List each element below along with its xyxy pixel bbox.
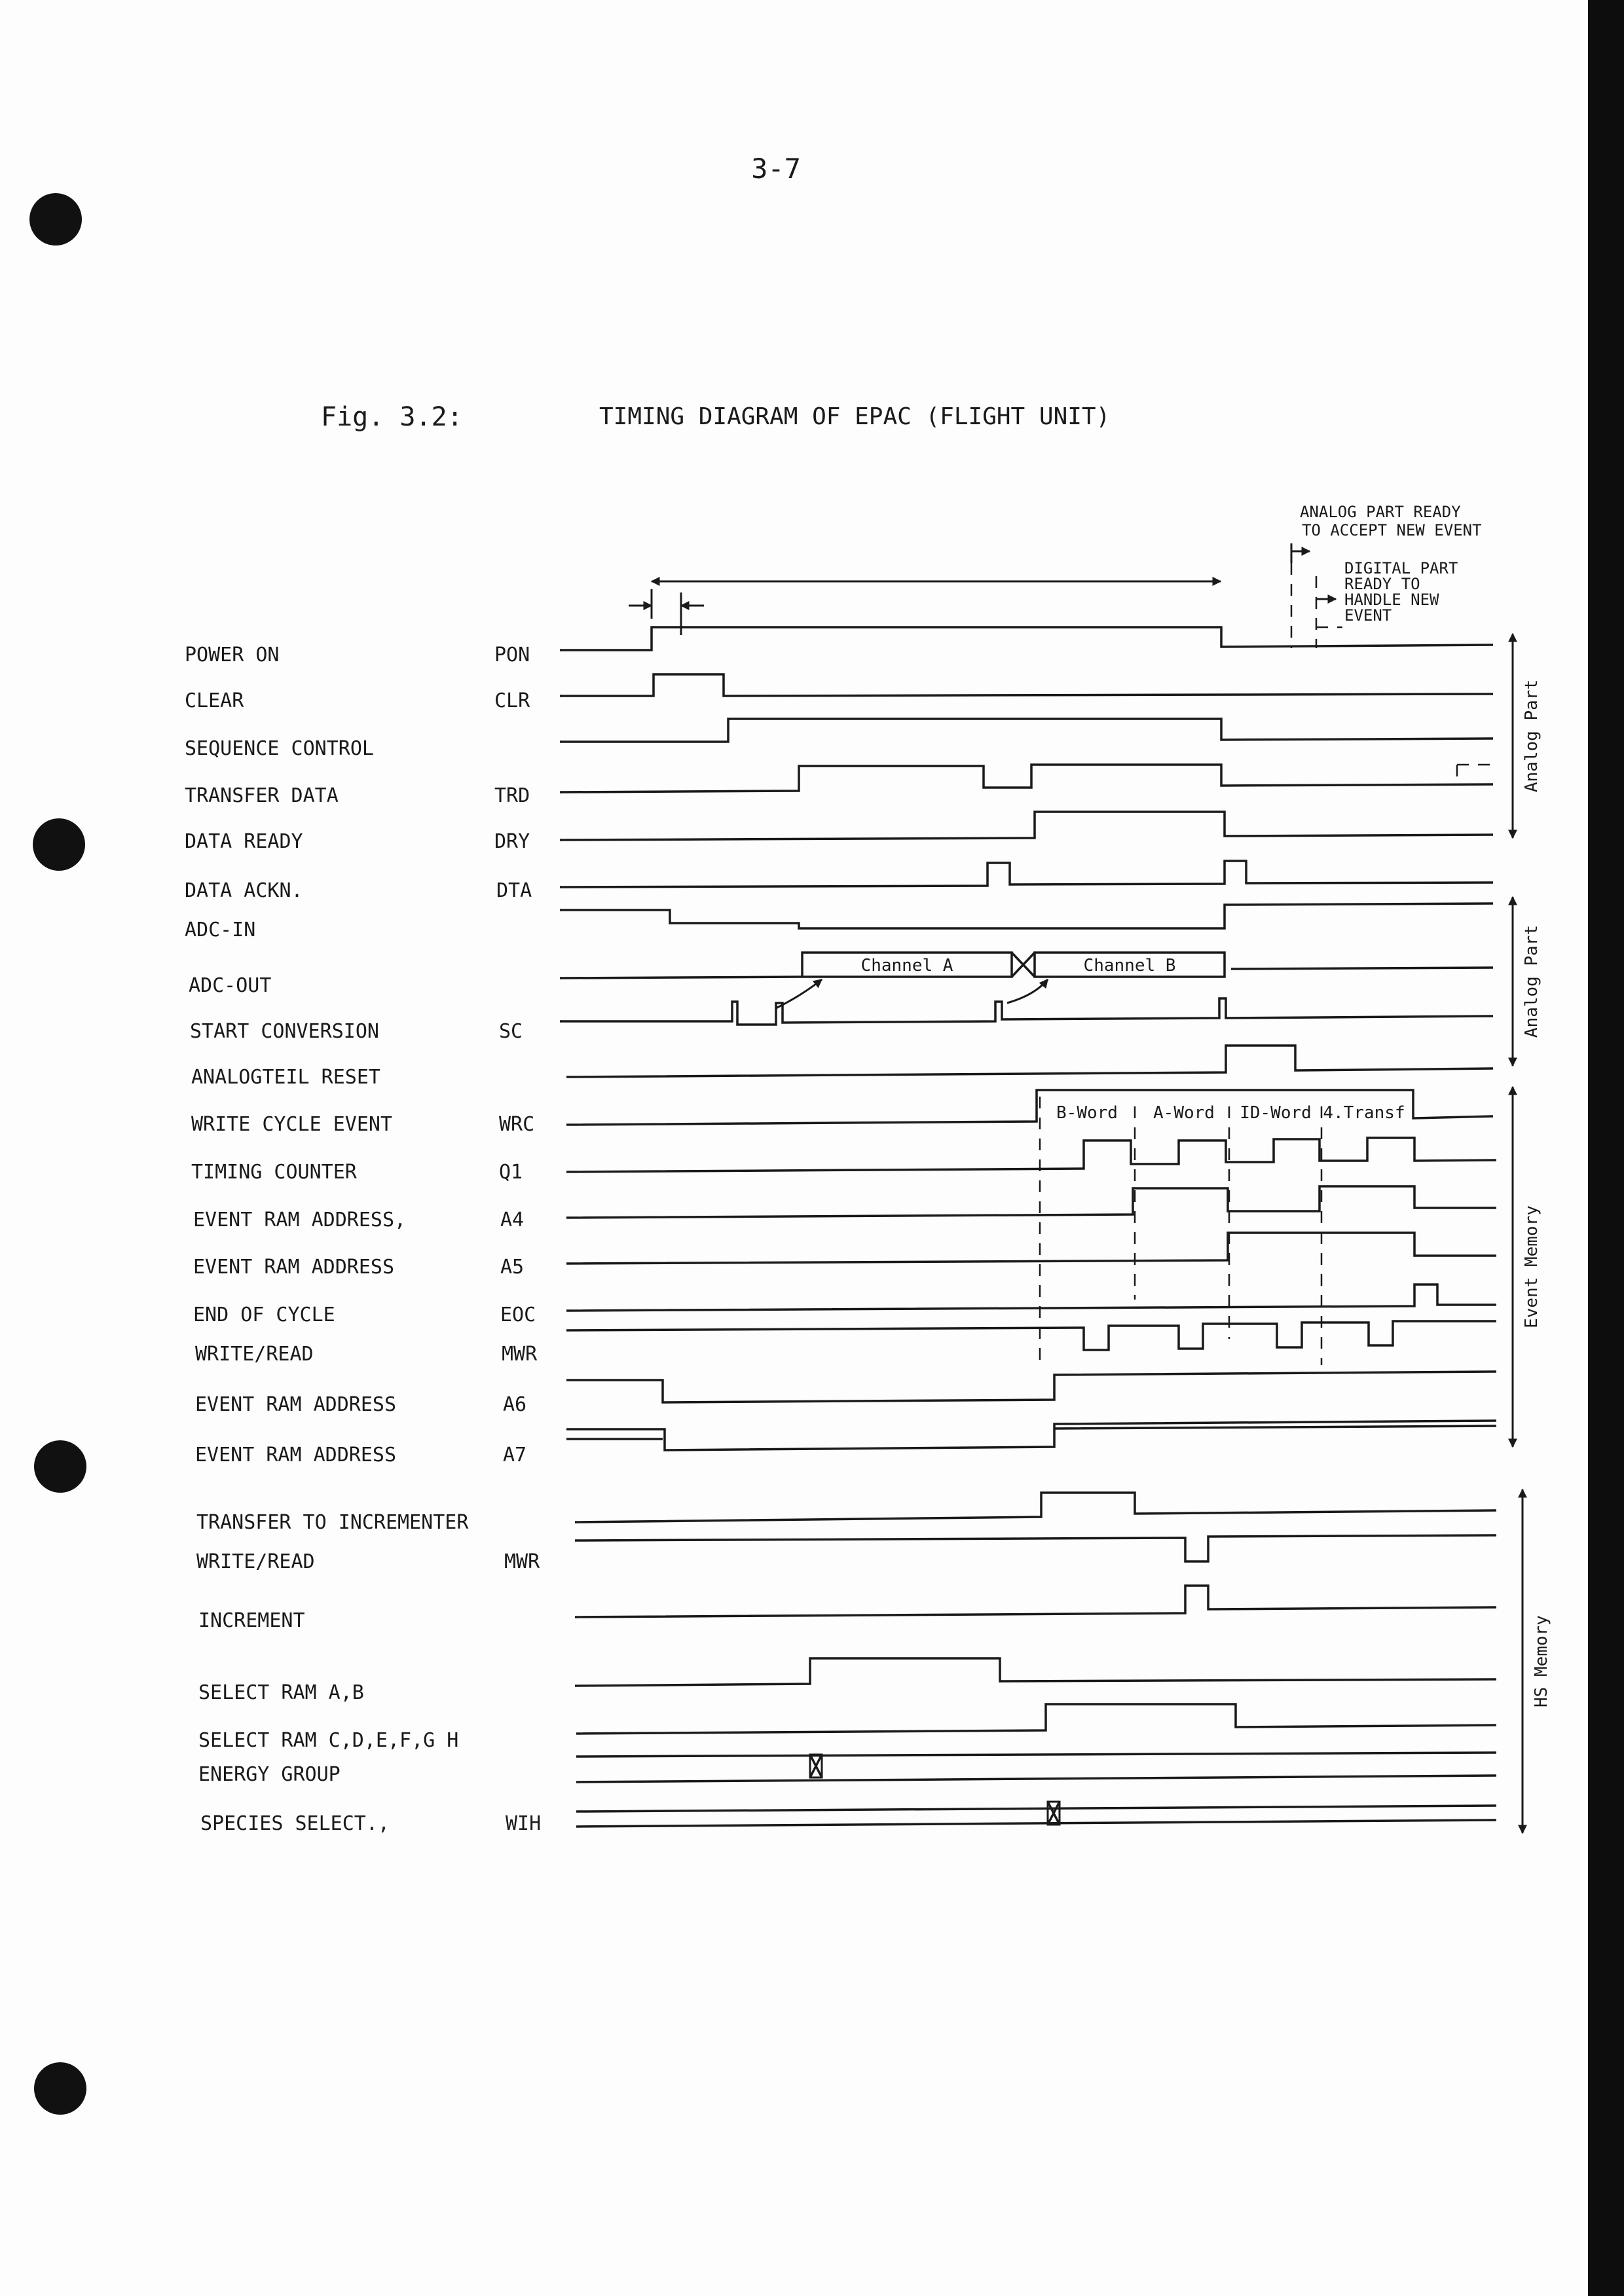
write-phase-label: ID-Word (1240, 1103, 1312, 1123)
signal-name: ENERGY GROUP (198, 1763, 341, 1786)
digital-ready-note-1: DIGITAL PART (1344, 559, 1458, 577)
signal-symbol: CLR (494, 689, 530, 712)
signal-symbol: PON (494, 644, 530, 666)
signal-waveform (566, 1285, 1496, 1311)
signal-symbol: DRY (494, 830, 530, 853)
signal-waveform (566, 1372, 1496, 1402)
group-label: HS Memory (1532, 1615, 1551, 1707)
signal-labels (185, 644, 541, 1835)
signal-symbol: SC (499, 1020, 523, 1043)
signal-symbol: MWR (504, 1550, 540, 1573)
signal-name: DATA READY (185, 830, 303, 853)
timing-arrow (776, 979, 822, 1008)
signal-name: EVENT RAM ADDRESS (195, 1444, 397, 1467)
signal-waveform (560, 627, 1493, 650)
signal-waveform (560, 765, 1493, 792)
signal-name: ADC-OUT (189, 974, 272, 997)
bus-cross-marker (810, 1755, 822, 1777)
signal-waveform (560, 812, 1493, 840)
analog-ready-note-1: ANALOG PART READY (1300, 503, 1461, 521)
figure-number: Fig. 3.2: (321, 402, 463, 432)
signal-name: INCREMENT (198, 1609, 305, 1632)
signal-name: ADC-IN (185, 919, 256, 941)
signal-symbol: EOC (500, 1303, 536, 1326)
signal-waveform (560, 861, 1493, 887)
signal-waveform (560, 674, 1493, 696)
write-phase-label: 4.Transf (1323, 1103, 1405, 1123)
signal-symbol: DTA (496, 879, 532, 902)
bus-transition (1012, 953, 1035, 977)
signal-waveform (566, 1421, 1496, 1450)
waveforms (560, 627, 1496, 1827)
signal-waveform (575, 1658, 1496, 1686)
signal-waveform (566, 1186, 1496, 1218)
group-label: Analog Part (1522, 679, 1541, 793)
phase-marker (1316, 627, 1493, 784)
signal-name: CLEAR (185, 689, 244, 712)
signal-waveform (566, 1321, 1496, 1350)
signal-symbol: Q1 (499, 1161, 523, 1184)
group-label: Event Memory (1522, 1205, 1541, 1328)
signal-waveform (560, 903, 1493, 928)
signal-waveform (576, 1806, 1496, 1812)
signal-waveform (575, 1493, 1496, 1522)
signal-symbol: A4 (500, 1209, 525, 1231)
signal-waveform (566, 1046, 1493, 1077)
analog-ready-note-2: TO ACCEPT NEW EVENT (1302, 521, 1482, 539)
diagram-extras (629, 543, 1405, 1123)
page-number: 3-7 (751, 153, 801, 185)
timing-tick (652, 543, 1291, 635)
signal-name: SEQUENCE CONTROL (185, 737, 374, 760)
signal-name: ANALOGTEIL RESET (191, 1066, 380, 1089)
signal-name: END OF CYCLE (193, 1303, 335, 1326)
signal-waveform (575, 1586, 1496, 1617)
signal-name: TRANSFER TO INCREMENTER (196, 1511, 469, 1534)
timing-arrow (1007, 979, 1048, 1003)
write-phase-label: B-Word (1056, 1103, 1118, 1123)
digital-ready-note-4: EVENT (1344, 606, 1392, 625)
signal-name: START CONVERSION (190, 1020, 379, 1043)
signal-symbol: TRD (494, 784, 530, 807)
signal-symbol: A7 (503, 1444, 527, 1467)
signal-name: WRITE/READ (196, 1550, 315, 1573)
signal-name: POWER ON (185, 644, 280, 666)
signal-name: SELECT RAM A,B (198, 1681, 364, 1704)
bus-cross-marker (1048, 1802, 1060, 1825)
signal-waveform (576, 1704, 1496, 1734)
signal-symbol: WRC (499, 1113, 535, 1136)
signal-name: EVENT RAM ADDRESS (195, 1393, 397, 1416)
signal-waveform (576, 1776, 1496, 1782)
signal-waveform (560, 719, 1493, 742)
signal-name: SELECT RAM C,D,E,F,G H (198, 1729, 459, 1752)
signal-symbol: A6 (503, 1393, 527, 1416)
signal-waveform (575, 1535, 1496, 1561)
signal-waveform (566, 1233, 1496, 1264)
signal-waveform (566, 1138, 1496, 1172)
channel-a-label: Channel A (860, 956, 953, 975)
signal-symbol: MWR (502, 1343, 538, 1366)
figure-title: TIMING DIAGRAM OF EPAC (FLIGHT UNIT) (599, 403, 1111, 430)
signal-waveform (560, 998, 1493, 1025)
signal-waveform (566, 1426, 1496, 1439)
signal-name: EVENT RAM ADDRESS (193, 1256, 395, 1279)
write-phase-label: A-Word (1153, 1103, 1215, 1123)
signal-name: WRITE/READ (195, 1343, 314, 1366)
signal-name: WRITE CYCLE EVENT (191, 1113, 393, 1136)
signal-name: DATA ACKN. (185, 879, 303, 902)
group-brackets (1513, 634, 1551, 1833)
signal-symbol: WIH (506, 1812, 542, 1835)
signal-name: SPECIES SELECT., (200, 1812, 390, 1835)
signal-waveform (576, 1753, 1496, 1757)
channel-b-label: Channel B (1083, 956, 1176, 975)
digital-ready-note-3: HANDLE NEW (1344, 591, 1439, 609)
scan-border (1588, 0, 1624, 2296)
signal-waveform (576, 1820, 1496, 1827)
signal-name: TRANSFER DATA (185, 784, 339, 807)
digital-ready-note-2: READY TO (1344, 575, 1420, 593)
signal-name: TIMING COUNTER (191, 1161, 357, 1184)
group-label: Analog Part (1522, 924, 1541, 1038)
signal-symbol: A5 (500, 1256, 525, 1279)
signal-name: EVENT RAM ADDRESS, (193, 1209, 407, 1231)
